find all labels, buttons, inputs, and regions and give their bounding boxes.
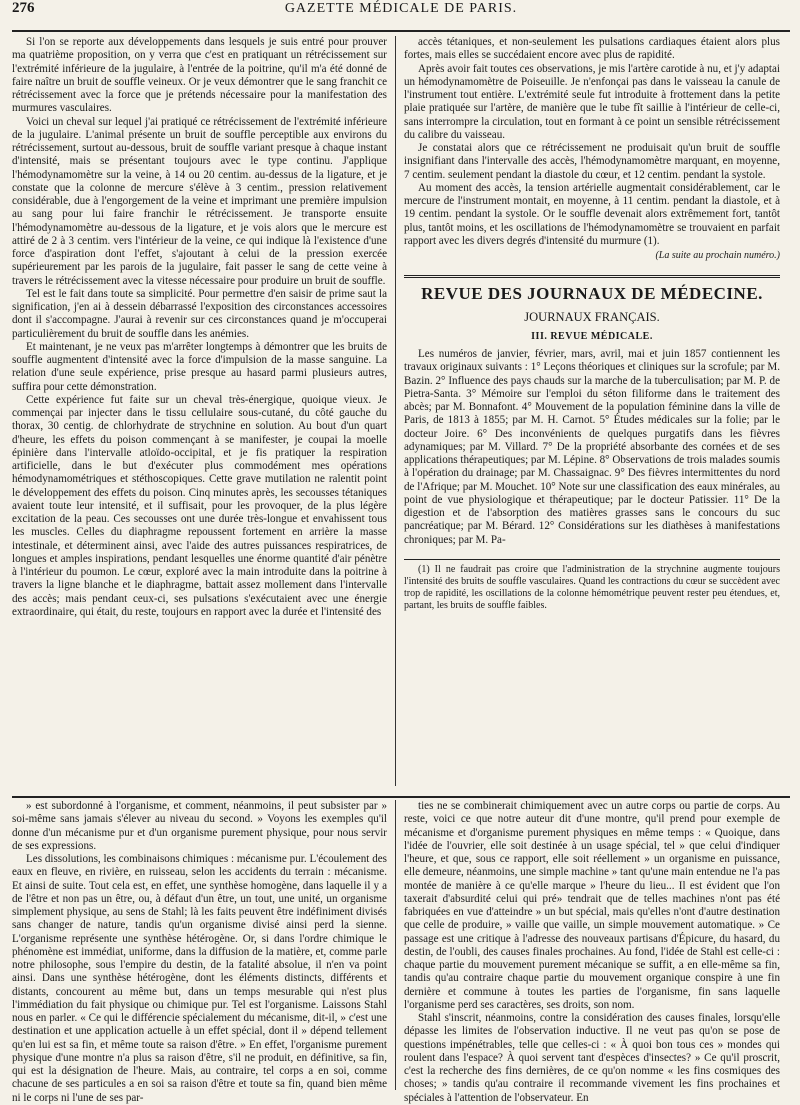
paragraph: Et maintenant, je ne veux pas m'arrêter longtemps à démontrer que les bruits de souffle augmentent d'intensité avec la force d'impulsion de la masse sanguine. La relation d'une seule expérience, prise presque au hasard parmi plusieurs autres, suffira pour cette démonstration. — [12, 340, 387, 393]
bottom-right-column — [396, 800, 780, 1104]
paragraph: » est subordonné à l'organisme, et comment, néanmoins, il peut subsister par » soi-même sans jamais s'élever au niveau du second. » Voyons les exemples qu'il donne d'un mécanisme pur et d'un organisme purement physique, pour nous servir de ses expressions. — [12, 800, 387, 852]
paragraph: Cette expérience fut faite sur un cheval très-énergique, quoique vieux. Je commençai par injecter dans le tissu cellulaire sous-cutané, du côté gauche du thorax, 30 centig. de chlorhydrate de strychnine en solution. Au bout d'un quart d'heure, les effets du poison commençant à se manifester, je coupai la moelle épinière dans l'intervalle atloïdo-occipital, et je fis pratiquer la respiration artificielle, dans le but d'exécuter plus commodément mes opérations hémodynamométriques et stéthoscopiques. Cette grave mutilation ne ralentit point le développement des effets du poison. Cinq minutes après, les secousses tétaniques avaient toute leur intensité, et il suffisait, pour les provoquer, de la plus légère excitation de la peau. Ces secousses ont une durée très-longue et envahissent tous les muscles. Celles du diaphragme repoussent fortement en arrière la masse intestinale, et déterminent ainsi, avec l'aide des autres puissances respiratrices, de longues et amples inspirations, pendant lesquelles une énorme quantité d'air pénètre à l'intérieur du poumon. Le cœur, exploré avec la main introduite dans la poitrine à travers la ligne blanche et le diaphragme, battait assez mollement dans l'intervalle des accès; mais pendant ceux-ci, ses pulsations s'exécutaient avec une énergie extraordinaire, qui était, du reste, toujours en rapport avec la durée et l'intensité des — [12, 393, 387, 618]
left-column — [12, 36, 396, 786]
paragraph: Je constatai alors que ce rétrécissement ne produisait qu'un bruit de souffle insignifiant dans l'intervalle des accès, l'hémodynamomètre marquant, en moyenne, 7 centim. seulement pendant la diastole du cœur, et 12 centim. pendant la systole. — [404, 142, 780, 181]
footnote-rule — [404, 559, 780, 560]
paragraph: Après avoir fait toutes ces observations, je mis l'artère carotide à nu, et j'y adaptai un hémodynamomètre de Poiseuille. Je n'enfonçai pas dans le vaisseau la canule de l'instrument tout entière. L'extrémité seule fut introduite à frottement dans la petite plaie pratiquée sur l'artère, de manière que le tube fît saillie à l'intérieur de celle-ci, sans interrompre la circulation, tout en formant à ce point un sensible rétrécissement du calibre du vaisseau. — [404, 62, 780, 141]
page-number: 276 — [12, 0, 35, 16]
page-header — [12, 0, 790, 32]
upper-section — [12, 36, 790, 786]
section-rule — [404, 275, 780, 278]
paragraph: Au moment des accès, la tension artérielle augmentait considérablement, car le mercure de l'instrument montait, en moyenne, à 11 centim. pendant la diastole, et à 19 centim. pendant la systole. Or le souffle devenait alors extrêmement fort, tantôt plus, tantôt moins, et les oscillations de l'hémodynamomètre se trouvaient en parfait rapport avec les divers degrés d'intensité du murmure (1). — [404, 181, 780, 247]
paragraph: Voici un cheval sur lequel j'ai pratiqué ce rétrécissement de l'extrémité inférieure de la jugulaire. L'animal présente un bruit de souffle perceptible aux environs du rétrécissement, surtout au-dessous, bruit de souffle variant presque à chaque instant d'intensité, mais se présentant toujours avec le type continu. J'applique l'hémodynamomètre sur la veine, à 14 ou 20 centim. au-dessus de la ligature, et je constate que la colonne de mercure s'élève à 3 centim., pression relativement considérable, due à l'engorgement de la veine et imprimant une première impulsion au sang pour lui faire franchir le rétrécissement. Je transporte ensuite l'hémodynamomètre au-dessous de la ligature, et je vois alors que le mercure est attiré de 2 à 3 centim. vers l'intérieur de la veine, ce qui indique là l'existence d'une force d'aspiration dont l'effet, s'ajoutant à celui de la pression exercée supérieurement par les parois de la jugulaire, fait passer le sang de cette veine à travers le rétrécissement avec la vitesse nécessaire pour produire un bruit de souffle. — [12, 115, 387, 287]
review-subtitle: JOURNAUX FRANÇAIS. — [524, 310, 660, 324]
right-column — [396, 36, 780, 786]
lower-section — [12, 800, 790, 1104]
paragraph: Les dissolutions, les combinaisons chimiques : mécanisme pur. L'écoulement des eaux en fleuve, en rivière, en ruisseau, selon les accidents du terrain : mécanisme. Et ainsi de suite. Tout cela est, en effet, une synthèse homogène, dans laquelle il y a de l'être et non pas un être, ou, à défaut d'un être, un tout, une unité, un organisme simplement physique, au sens de Stahl; là les faits peuvent être indéfiniment divisés sans changer de nature, tandis qu'un organisme divisé ainsi perd la sienne. L'organisme représente une synthèse hétérogène. Or, si dans l'ordre chimique le phénomène est immédiat, uniforme, dans la diffusion de la matière, et, comme parle notre philosophe, sous l'empire du destin, de la fatalité absolue, il n'en va point ainsi. Dans une synthèse hétérogène, dont les éléments distincts, différents et distants, concourent au même but, dans un temps mesurable qui n'est plus l'immédiation du fait physique ou chimique pur. Tel est l'organisme. Laissons Stahl nous en parler. « Ce qui le différencie spécialement du mécanisme, dit-il, » c'est une destination et une application actuelle à un effet spécial, dont il » dépend tellement qu'en lui est sa fin, et même toute sa raison d'être. » En effet, l'organisme purement physique d'une montre n'a plus sa raison d'être, s'il ne produit, en définitive, sa fin, qui est la désignation de l'heure. Mais, au contraire, tel corps a en soi, comme chacune de ses particules a en soi sa raison d'être et toute sa fin, quand bien même ni le corps ni l'une de ses par- — [12, 853, 387, 1104]
paragraph: accès tétaniques, et non-seulement les pulsations cardiaques étaient alors plus fortes, mais elles se succédaient encore avec plus de rapidité. — [404, 36, 780, 62]
page-divider — [12, 796, 790, 798]
review-section-heading: III. REVUE MÉDICALE. — [531, 331, 653, 342]
continuation-note: (La suite au prochain numéro.) — [655, 250, 780, 261]
paragraph: Les numéros de janvier, février, mars, avril, mai et juin 1857 contiennent les travaux originaux suivants : 1° Leçons théoriques et cliniques sur la scrofule; par M. Bazin. 2° Influence des pays chauds sur la marche de la tuberculisation; par M. P. de Pietra-Santa. 3° Mémoire sur l'emploi du séton filiforme dans le traitement des abcès; par M. Bonnafont. 4° Mouvement de la population féminine dans la ville de Paris, de 1813 à 1855; par M. H. Carnot. 5° Études médicales sur la folie; par le docteur Joire. 6° Des inconvénients de quelques purgatifs dans les fièvres adynamiques; par M. Villard. 7° De la propriété absorbante des cornées et de ses applications thérapeutiques; par M. Lépine. 8° Observations de trois malades soumis à l'opération du drainage; par M. Chassaignac. 9° Des fièvres intermittentes du nord de l'Afrique; par M. Mouchet. 10° Note sur une classification des eaux minérales, au point de vue physiologique et thérapeutique; par le docteur Patissier. 11° De la digestion et de l'absorption des matières grasses sans le concours du suc pancréatique; par M. Bérard. 12° Considérations sur les diathèses à manifestations chroniques; par M. Pa- — [404, 348, 780, 546]
paragraph: Stahl s'inscrit, néanmoins, contre la considération des causes finales, lorsqu'elle dépasse les limites de l'observation inductive. Il ne veut pas qu'on se pose de questions impénétrables, telle que celles-ci : « À quoi bon tous ces » mondes qui roulent dans l'espace? À quoi servent tant d'espèces d'insectes? » Ce qu'il proscrit, c'est la recherche des fins dernières, de ce qu'on nomme « les fins cosmiques des choses; » tandis qu'au contraire il recommande vivement les fins prochaines et spéciales à l'attention de l'observateur. En — [404, 1012, 780, 1104]
paragraph: Tel est le fait dans toute sa simplicité. Pour permettre d'en saisir de prime saut la signification, j'en ai à dessein débarrassé l'exposition des circonstances accessoires dont il s'accompagne. J'aurai à revenir sur ces circonstances quand je m'occuperai particulièrement du bruit de souffle dans les anémies. — [12, 287, 387, 340]
journal-title: GAZETTE MÉDICALE DE PARIS. — [284, 1, 518, 16]
paragraph: Si l'on se reporte aux développements dans lesquels je suis entré pour prouver ma quatrième proposition, on y verra que c'est en pratiquant un rétrécissement sur l'extrémité inférieure de la jugulaire, à l'entrée de la poitrine, qu'il m'a été donné de faire naître un bruit de souffle veineux. Or je veux démontrer que le sang franchit ce rétrécissement avec la force que je prétends nécessaire pour la manifestation des murmures vasculaires. — [12, 36, 387, 115]
paragraph: ties ne se combinerait chimiquement avec un autre corps ou partie de corps. Au reste, voici ce que notre auteur dit d'une montre, qu'il prend pour exemple de mécanisme et d'organisme purement physiques en même temps : « Quoique, dans l'idée de l'ouvrier, elle soit destinée à un usage spécial, tel » que celui d'indiquer l'heure, et que, sous ce rapport, elle soit réellement » un organisme en puissance, elle demeure, néanmoins, une simple machine » tant qu'une main entendue ne l'a pas montée de manière à ce qu'elle marque » l'heure du lieu... Il est évident que l'on taxerait d'absurdité celui qui pré» tendrait que de telles machines n'ont pas été fabriquées en vue d'atteindre » un but spécial, mais qu'elles n'ont d'autre destination que celle de produire, » vaille que vaille, un simple mouvement automatique. » Ce passage est une critique à l'adresse des nouveaux partisans d'Épicure, du hasard, du destin, de l'oubli, des causes finales prochaines. Au fond, l'idée de Stahl est celle-ci : chaque partie du mouvement purement mécanique se suffit, a en elle-même sa fin, tandis qu'au contraire chaque partie du mouvement organique conspire à une fin dernière et commune à toutes les parties de l'organisme, fin sans laquelle l'organisme perd ses caractères, ses droits, son nom. — [404, 800, 780, 1011]
review-title: REVUE DES JOURNAUX DE MÉDECINE. — [421, 284, 763, 303]
footnote: (1) Il ne faudrait pas croire que l'administration de la strychnine augmente toujours l'intensité des bruits de souffle vasculaires. Quand les contractions du cœur se succèdent avec trop de rapidité, les oscillations de la colonne hémométrique peuvent rester peu étendues, et, partant, les bruits de souffle faibles. — [404, 563, 780, 611]
bottom-left-column — [12, 800, 396, 1104]
